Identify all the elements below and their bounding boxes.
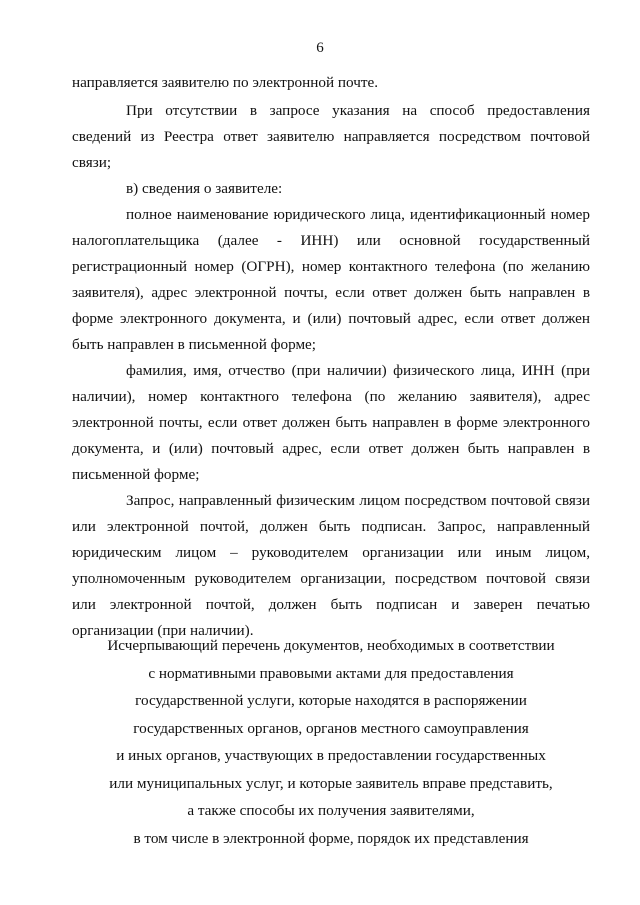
heading-line: государственных органов, органов местного самоуправления — [133, 719, 529, 737]
paragraph-individual: фамилия, имя, отчество (при наличии) физического лица, ИНН (при наличии), номер контактного телефона (по желанию заявителя), адрес электронной почты, если ответ должен быть направлен в форме электронного документа, и (или) почтовый адрес, если ответ должен быть направлен в письменной форме; — [72, 362, 590, 483]
heading-line: в том числе в электронной форме, порядок их представления — [133, 829, 529, 847]
heading-line: и иных органов, участвующих в предоставлении государственных — [116, 747, 546, 764]
heading-line: государственной услуги, которые находятся в распоряжении — [135, 692, 527, 709]
paragraph-continuation: направляется заявителю по электронной почте. — [72, 74, 379, 91]
paragraph-applicant-info-heading: в) сведения о заявителе: — [126, 180, 283, 197]
body-text — [72, 70, 590, 644]
heading-line: Исчерпывающий перечень документов, необходимых в соответствии — [107, 637, 555, 654]
section-heading — [72, 632, 590, 852]
paragraph-request-signature: Запрос, направленный физическим лицом посредством почтовой связи или электронной почтой, должен быть подписан. Запрос, направленный юридическим лицом – руководителем организации или иным лицом, уполномоченным руководителем организации, посредством почтовой связи или электронной почтой, должен быть подписан и заверен печатью организации (при наличии). — [72, 492, 590, 639]
heading-line: с нормативными правовыми актами для предоставления — [148, 664, 514, 682]
heading-line: или муниципальных услуг, и которые заявитель вправе представить, — [109, 774, 553, 792]
heading-line: а также способы их получения заявителями, — [187, 802, 475, 819]
paragraph-delivery-method: При отсутствии в запросе указания на способ предоставления сведений из Реестра ответ заявителю направляется посредством почтовой связи; — [72, 102, 590, 171]
paragraph-legal-entity: полное наименование юридического лица, идентификационный номер налогоплательщика (далее - ИНН) или основной государственный регистрационный номер (ОГРН), номер контактного телефона (по желанию заявителя), адрес электронной почты, если ответ должен быть направлен в форме электронного документа, и (или) почтовый адрес, если ответ должен быть направлен в письменной форме; — [72, 206, 590, 353]
page-number: 6 — [316, 40, 324, 56]
